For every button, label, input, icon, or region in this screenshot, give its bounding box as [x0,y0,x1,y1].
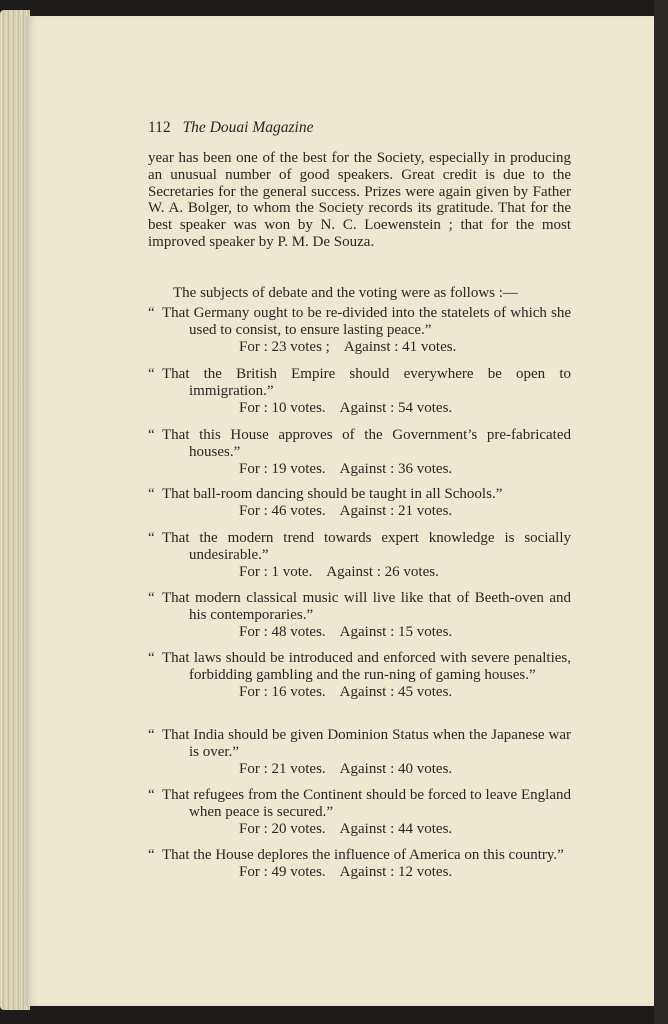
against-votes: Against : 21 votes. [339,502,453,519]
opening-paragraph: year has been one of the best for the Society, especially in producing an unusual number of good speakers. Great credit is due to the Secretaries for the general success. Prizes were again given by Father W. A. Bolger, to whom the Society records its gratitude. That for the best speaker was won by N. C. Loewenstein ; that for the most improved speaker by P. M. De Souza. [148,150,571,250]
for-votes: For : 21 votes. [239,760,326,777]
vote-tally [148,864,571,881]
for-votes: For : 48 votes. [239,623,326,640]
vote-tally [148,461,571,478]
debate-motion: “ That this House approves of the Government’s pre-fabricated houses.” [148,427,571,460]
debate-motion: “ That laws should be introduced and enforced with severe penalties, forbidding gambling and the run-ning of gaming houses.” [148,650,571,683]
debate-item [148,650,571,700]
debate-item [148,847,571,881]
journal-title: The Douai Magazine [182,119,314,136]
debate-item [148,530,571,580]
for-votes: For : 49 votes. [239,863,326,880]
vote-tally [148,564,571,581]
running-header [148,119,313,137]
debate-item [148,727,571,777]
vote-tally [148,821,571,838]
against-votes: Against : 26 votes. [326,563,439,580]
for-votes: For : 46 votes. [239,502,326,519]
intro-line: The subjects of debate and the voting were as follows :— [173,285,518,301]
against-votes: Against : 12 votes. [339,863,453,880]
debate-motion: “ That the modern trend towards expert knowledge is socially undesirable.” [148,530,571,563]
against-votes: Against : 41 votes. [343,338,457,355]
book-binding-shadow [654,0,668,1024]
debate-motion: “ That the House deplores the influence of America on this country.” [148,847,564,863]
vote-tally [148,503,571,520]
against-votes: Against : 36 votes. [339,460,453,477]
debate-motion: “ That ball-room dancing should be taught in all Schools.” [148,486,503,502]
page-number: 112 [148,119,171,136]
debate-motion: “ That the British Empire should everywhere be open to immigration.” [148,366,571,399]
debate-item [148,486,571,520]
debate-motion: “ That refugees from the Continent should be forced to leave England when peace is secured.” [148,787,571,820]
against-votes: Against : 44 votes. [339,820,453,837]
for-votes: For : 16 votes. [239,683,326,700]
debate-motion: “ That India should be given Dominion Status when the Japanese war is over.” [148,727,571,760]
debate-item [148,787,571,837]
vote-tally [148,684,571,701]
vote-tally [148,624,571,641]
debate-item [148,305,571,355]
for-votes: For : 19 votes. [239,460,326,477]
debate-item [148,590,571,640]
vote-tally [148,400,571,417]
against-votes: Against : 15 votes. [339,623,453,640]
debate-motion: “ That modern classical music will live like that of Beeth-oven and his contemporaries.” [148,590,571,623]
vote-tally [148,339,571,356]
for-votes: For : 1 vote. [239,563,313,580]
debate-item [148,427,571,477]
debate-motion: “ That Germany ought to be re-divided into the statelets of which she used to consist, to ensure lasting peace.” [148,305,571,338]
against-votes: Against : 40 votes. [339,760,453,777]
for-votes: For : 10 votes. [239,399,326,416]
vote-tally [148,761,571,778]
for-votes: For : 23 votes ; [239,338,330,355]
for-votes: For : 20 votes. [239,820,326,837]
against-votes: Against : 45 votes. [339,683,453,700]
against-votes: Against : 54 votes. [339,399,453,416]
debate-item [148,366,571,416]
